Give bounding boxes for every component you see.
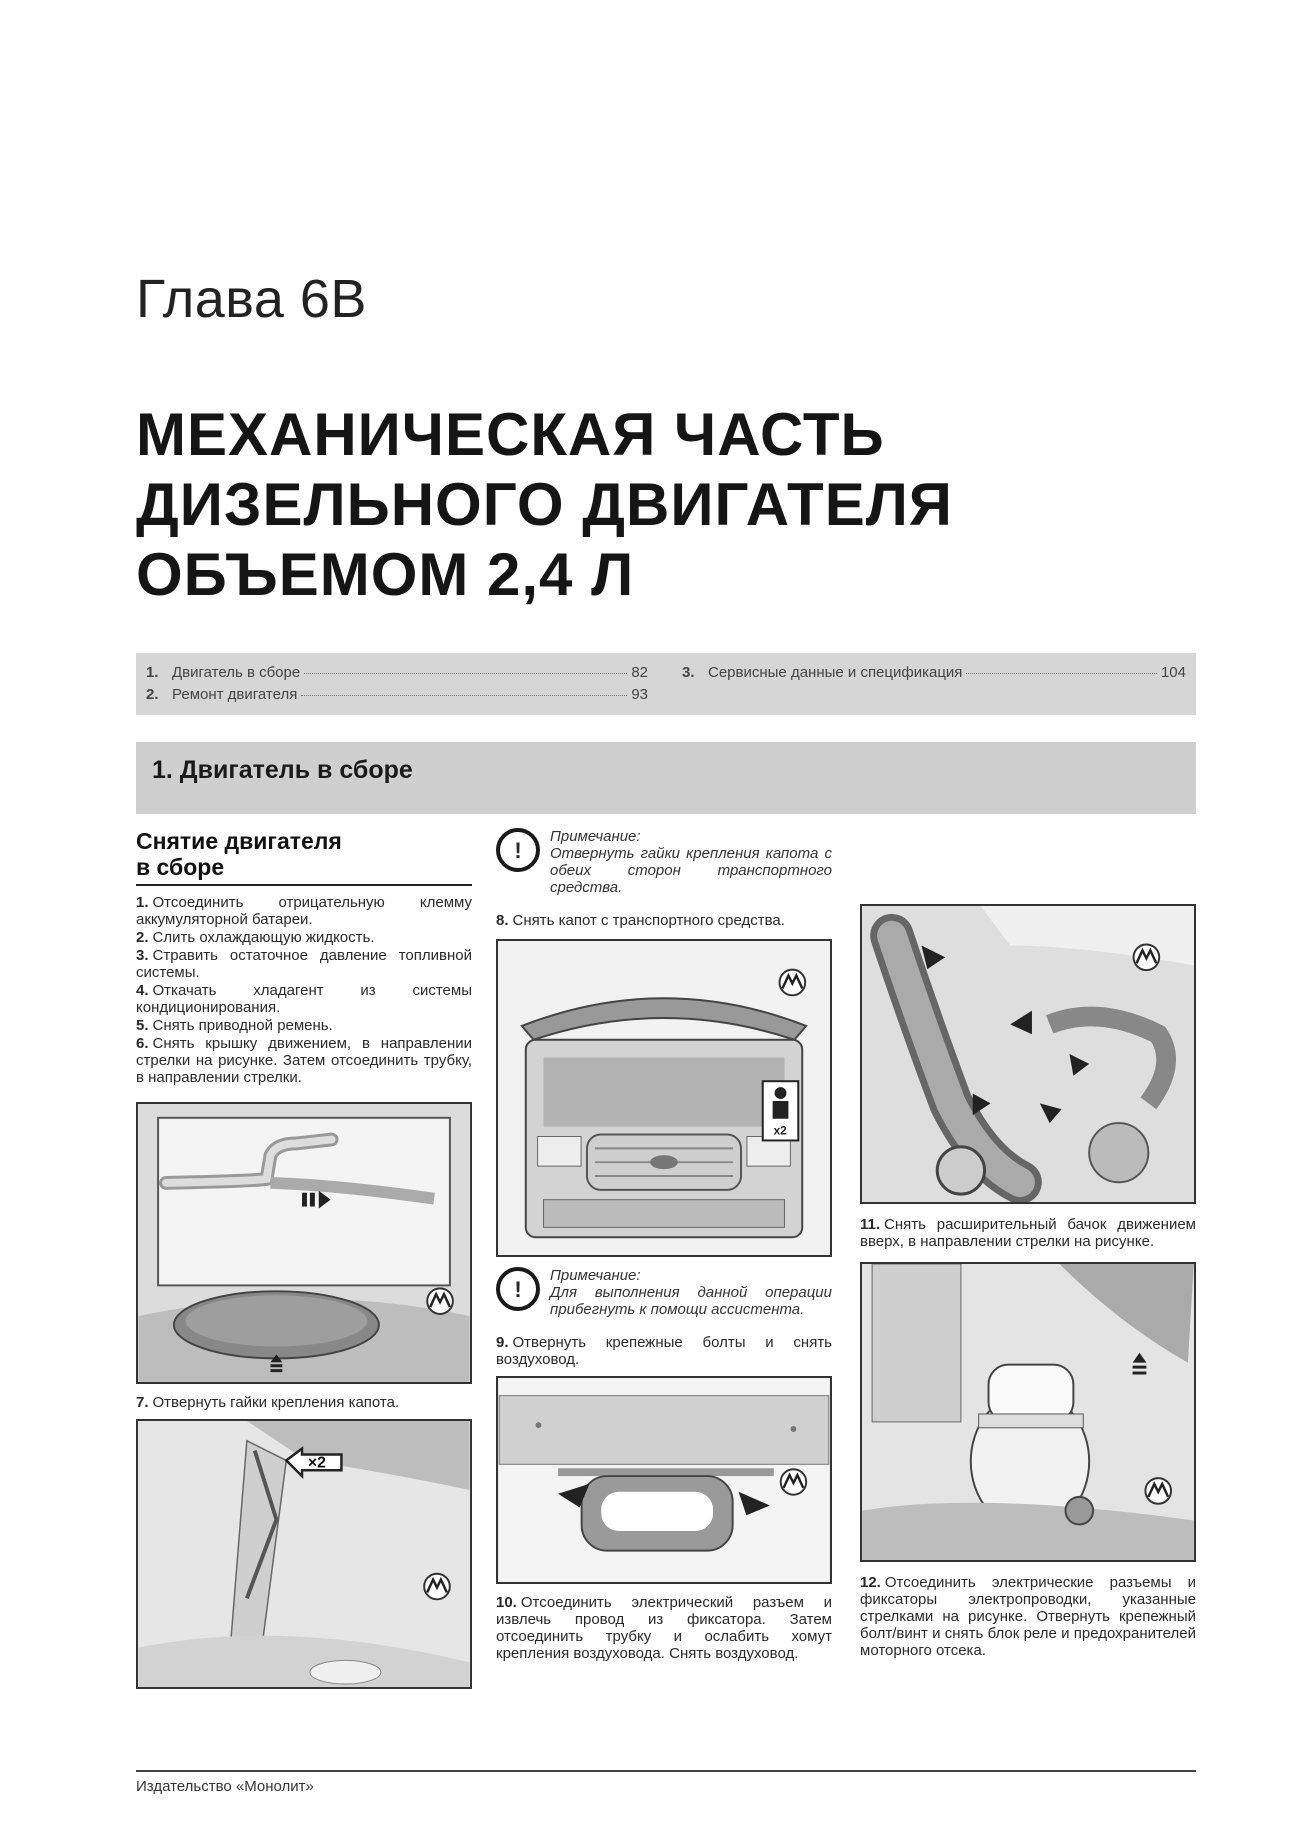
publisher-logo-icon [427, 1288, 453, 1314]
hood-hinge-illustration [138, 1421, 470, 1687]
column-1 [136, 828, 472, 1689]
title-line-2: ДИЗЕЛЬНОГО ДВИГАТЕЛЯ [136, 471, 953, 538]
toc-item-2[interactable]: 2. Ремонт двигателя 93 [146, 686, 648, 703]
step-8: 8. Снять капот с транспортного средства. [496, 912, 785, 929]
footer-divider [136, 1770, 1196, 1772]
toc-item-label: Ремонт двигателя [172, 686, 298, 703]
svg-text:x2: x2 [773, 1123, 787, 1138]
step-7: 7. Отвернуть гайки крепления капота. [136, 1394, 400, 1411]
publisher-logo-icon [780, 970, 806, 996]
figure-air-hose [860, 904, 1196, 1204]
section-header [136, 742, 1196, 814]
step-1: 1. Отсоединить отрицательную клемму аккумуляторной батареи. [136, 894, 472, 928]
step-9: 9. Отвернуть крепежные болты и снять воздуховод. [496, 1334, 832, 1368]
page-title [136, 400, 953, 610]
subsection-title: Снятие двигателя в сборе [136, 828, 472, 886]
publisher-logo-icon [1134, 944, 1160, 970]
air-hose-illustration [862, 906, 1194, 1202]
toc-item-page: 93 [631, 686, 648, 703]
toc-item-page: 104 [1160, 664, 1186, 681]
toc-item-3[interactable]: 3. Сервисные данные и спецификация 104 [682, 664, 1186, 681]
cover-pipe-illustration [138, 1104, 470, 1382]
publisher-logo-icon [781, 1469, 807, 1495]
figure-cover-pipe [136, 1102, 472, 1384]
note-info-icon: ! [496, 1267, 540, 1311]
toc-leader-dots [304, 673, 627, 674]
step-12: 12. Отсоединить электрические разъемы и фиксаторы электропроводки, указанные стрелками на рисунке. Отвернуть крепежный болт/винт и снять блок реле и предохранителей моторного отсека. [860, 1574, 1196, 1659]
title-line-3: ОБЪЕМОМ 2,4 Л [136, 541, 635, 608]
toc-item-1[interactable]: 1. Двигатель в сборе 82 [146, 664, 648, 681]
toc-item-label: Сервисные данные и спецификация [708, 664, 963, 681]
publisher-logo-icon [1145, 1478, 1171, 1504]
figure-air-duct [496, 1376, 832, 1584]
step-10: 10. Отсоединить электрический разъем и извлечь провод из фиксатора. Затем отсоединить трубку и ослабить хомут крепления воздуховода. Снять воздуховод. [496, 1594, 832, 1662]
section-title: 1. Двигатель в сборе [152, 756, 413, 784]
toc-item-label: Двигатель в сборе [172, 664, 301, 681]
step-5: 5. Снять приводной ремень. [136, 1017, 333, 1034]
air-duct-illustration [498, 1378, 830, 1582]
toc-leader-dots [301, 695, 627, 696]
footer-publisher: Издательство «Монолит» [136, 1778, 314, 1795]
figure-vehicle-front [496, 939, 832, 1257]
table-of-contents [136, 653, 1196, 715]
chapter-label: Глава 6В [136, 269, 367, 329]
step-2: 2. Слить охлаждающую жидкость. [136, 929, 375, 946]
expansion-tank-illustration [862, 1264, 1194, 1560]
note-info-icon: ! [496, 828, 540, 872]
note-1: ! Примечание: Отвернуть гайки крепления капота с обеих сторон транспортного средства. [496, 828, 832, 896]
step-4: 4. Откачать хладагент из системы кондиционирования. [136, 982, 472, 1016]
publisher-logo-icon [424, 1574, 450, 1600]
vehicle-front-illustration [498, 941, 830, 1255]
assistant-x2-icon [763, 1081, 799, 1140]
column-3 [860, 828, 1196, 1660]
figure-hood-nuts [136, 1419, 472, 1689]
step-11: 11. Снять расширительный бачок движением вверх, в направлении стрелки на рисунке. [860, 1216, 1196, 1250]
title-line-1: МЕХАНИЧЕСКАЯ ЧАСТЬ [136, 401, 885, 468]
figure-expansion-tank [860, 1262, 1196, 1562]
step-3: 3. Стравить остаточное давление топливной системы. [136, 947, 472, 981]
column-2 [496, 828, 832, 1663]
toc-leader-dots [966, 673, 1157, 674]
svg-text:×2: ×2 [307, 1454, 326, 1472]
note-2: ! Примечание: Для выполнения данной операции прибегнуть к помощи ассистента. [496, 1267, 832, 1318]
toc-item-page: 82 [631, 664, 648, 681]
step-6: 6. Снять крышку движением, в направлении стрелки на рисунке. Затем отсоединить трубку, в направлении стрелки. [136, 1035, 472, 1086]
